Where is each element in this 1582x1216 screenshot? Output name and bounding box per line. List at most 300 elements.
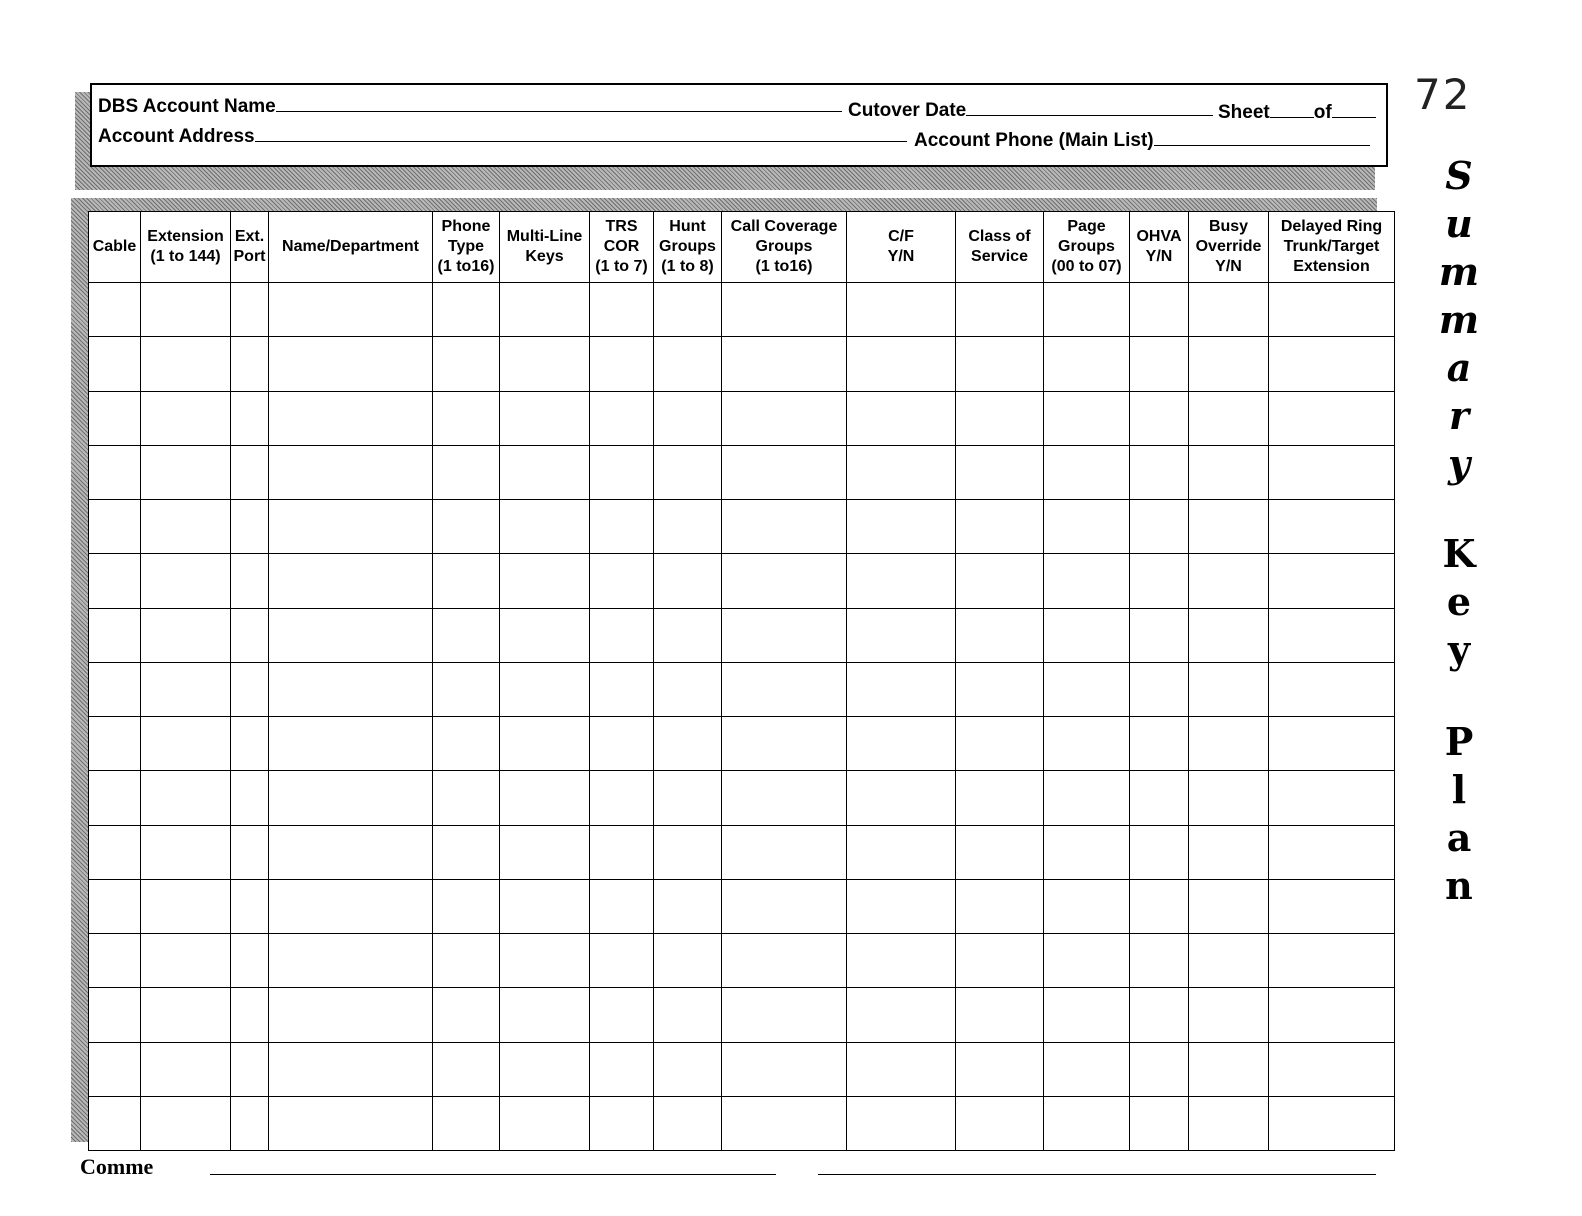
table-cell[interactable]	[269, 337, 433, 391]
side-title-letter: a	[1446, 815, 1472, 860]
table-cell[interactable]	[956, 1042, 1044, 1096]
table-cell[interactable]	[500, 771, 590, 825]
table-cell[interactable]	[1269, 662, 1395, 716]
table-cell[interactable]	[89, 717, 141, 771]
table-cell[interactable]	[500, 608, 590, 662]
table-cell[interactable]	[590, 934, 654, 988]
table-cell[interactable]	[231, 717, 269, 771]
table-cell[interactable]	[433, 771, 500, 825]
table-cell[interactable]	[847, 337, 956, 391]
table-cell[interactable]	[1044, 662, 1130, 716]
table-cell[interactable]	[500, 445, 590, 499]
table-cell[interactable]	[1269, 1096, 1395, 1150]
table-cell[interactable]	[231, 825, 269, 879]
table-cell[interactable]	[269, 825, 433, 879]
cutover-date-label: Cutover Date	[848, 100, 967, 121]
table-row	[89, 879, 1395, 933]
table-cell[interactable]	[231, 934, 269, 988]
table-cell[interactable]	[500, 391, 590, 445]
table-cell[interactable]	[722, 1096, 847, 1150]
table-cell[interactable]	[141, 283, 231, 337]
table-cell[interactable]	[1189, 1096, 1269, 1150]
table-cell[interactable]	[141, 1042, 231, 1096]
table-cell[interactable]	[847, 879, 956, 933]
table-cell[interactable]	[1044, 988, 1130, 1042]
table-cell[interactable]	[269, 445, 433, 499]
table-cell[interactable]	[1130, 391, 1189, 445]
table-cell[interactable]	[1044, 554, 1130, 608]
column-header-line: Ext.	[234, 228, 265, 245]
column-header-row	[89, 212, 1395, 283]
table-cell[interactable]	[231, 988, 269, 1042]
column-header	[722, 212, 847, 283]
table-cell[interactable]	[1130, 662, 1189, 716]
table-cell[interactable]	[1269, 879, 1395, 933]
table-cell[interactable]	[1189, 771, 1269, 825]
table-cell[interactable]	[89, 500, 141, 554]
table-cell[interactable]	[722, 391, 847, 445]
table-cell[interactable]	[654, 1042, 722, 1096]
table-cell[interactable]	[433, 879, 500, 933]
table-cell[interactable]	[956, 934, 1044, 988]
table-cell[interactable]	[722, 445, 847, 499]
table-cell[interactable]	[847, 554, 956, 608]
table-cell[interactable]	[654, 934, 722, 988]
sheet-number-line[interactable]	[1270, 101, 1314, 118]
table-cell[interactable]	[654, 554, 722, 608]
table-cell[interactable]	[590, 445, 654, 499]
table-cell[interactable]	[956, 879, 1044, 933]
column-header-line: Page	[1067, 218, 1106, 235]
table-cell[interactable]	[590, 717, 654, 771]
table-cell[interactable]	[231, 445, 269, 499]
table-cell[interactable]	[654, 825, 722, 879]
table-cell[interactable]	[722, 825, 847, 879]
table-cell[interactable]	[500, 554, 590, 608]
table-cell[interactable]	[269, 608, 433, 662]
column-header-line: Override	[1195, 238, 1262, 255]
table-cell[interactable]	[654, 337, 722, 391]
table-cell[interactable]	[500, 283, 590, 337]
table-cell[interactable]	[141, 879, 231, 933]
table-cell[interactable]	[433, 445, 500, 499]
table-cell[interactable]	[654, 445, 722, 499]
table-cell[interactable]	[847, 662, 956, 716]
table-cell[interactable]	[847, 825, 956, 879]
table-cell[interactable]	[433, 337, 500, 391]
table-cell[interactable]	[654, 1096, 722, 1150]
table-cell[interactable]	[231, 500, 269, 554]
column-header-line: TRS	[605, 218, 638, 235]
table-cell[interactable]	[847, 608, 956, 662]
column-header-line: Trunk/Target	[1283, 238, 1380, 255]
table-cell[interactable]	[269, 1042, 433, 1096]
table-cell[interactable]	[231, 1042, 269, 1096]
column-header-line: Busy	[1208, 218, 1249, 235]
table-cell[interactable]	[500, 1096, 590, 1150]
table-cell[interactable]	[500, 500, 590, 554]
table-cell[interactable]	[590, 1042, 654, 1096]
account-phone-label: Account Phone (Main List)	[914, 130, 1154, 151]
table-cell[interactable]	[847, 1096, 956, 1150]
table-cell[interactable]	[847, 500, 956, 554]
table-cell[interactable]	[654, 988, 722, 1042]
table-cell[interactable]	[1130, 879, 1189, 933]
table-row	[89, 988, 1395, 1042]
table-cell[interactable]	[956, 988, 1044, 1042]
table-cell[interactable]	[1044, 934, 1130, 988]
table-cell[interactable]	[590, 825, 654, 879]
table-cell[interactable]	[269, 934, 433, 988]
table-cell[interactable]	[590, 391, 654, 445]
table-cell[interactable]	[590, 337, 654, 391]
table-cell[interactable]	[500, 717, 590, 771]
table-cell[interactable]	[722, 337, 847, 391]
table-cell[interactable]	[956, 771, 1044, 825]
table-cell[interactable]	[433, 500, 500, 554]
table-cell[interactable]	[231, 662, 269, 716]
table-cell[interactable]	[1269, 988, 1395, 1042]
table-cell[interactable]	[141, 1096, 231, 1150]
table-cell[interactable]	[89, 771, 141, 825]
table-cell[interactable]	[141, 771, 231, 825]
cutover-date-field[interactable]	[848, 99, 1213, 122]
table-cell[interactable]	[89, 1042, 141, 1096]
table-cell[interactable]	[433, 283, 500, 337]
account-address-field[interactable]	[98, 125, 907, 148]
table-cell[interactable]	[89, 1096, 141, 1150]
sheet-field[interactable]	[1218, 101, 1376, 124]
summary-key-plan-table	[88, 211, 1394, 1151]
table-cell[interactable]	[1044, 337, 1130, 391]
table-cell[interactable]	[654, 391, 722, 445]
comments-line-1[interactable]	[210, 1174, 776, 1175]
side-title-letter: r	[1448, 393, 1470, 438]
account-name-line[interactable]	[276, 95, 842, 112]
table-cell[interactable]	[433, 662, 500, 716]
table-cell[interactable]	[500, 988, 590, 1042]
table-cell[interactable]	[1130, 717, 1189, 771]
table-cell[interactable]	[433, 717, 500, 771]
table-cell[interactable]	[1189, 717, 1269, 771]
table-cell[interactable]	[654, 717, 722, 771]
table-cell[interactable]	[433, 1042, 500, 1096]
table-cell[interactable]	[269, 500, 433, 554]
table-cell[interactable]	[89, 608, 141, 662]
column-header-line: Cable	[92, 238, 137, 255]
column-header	[654, 212, 722, 283]
table-cell[interactable]	[956, 500, 1044, 554]
table-cell[interactable]	[141, 717, 231, 771]
table-cell[interactable]	[1189, 934, 1269, 988]
table-cell[interactable]	[1130, 608, 1189, 662]
table-cell[interactable]	[1269, 391, 1395, 445]
table-cell[interactable]	[722, 554, 847, 608]
table-cell[interactable]	[1130, 771, 1189, 825]
table-cell[interactable]	[956, 608, 1044, 662]
of-label: of	[1313, 102, 1332, 123]
table-cell[interactable]	[956, 662, 1044, 716]
table-cell[interactable]	[89, 554, 141, 608]
table-cell[interactable]	[141, 608, 231, 662]
table-cell[interactable]	[231, 771, 269, 825]
table-cell[interactable]	[956, 445, 1044, 499]
table-cell[interactable]	[433, 988, 500, 1042]
table-cell[interactable]	[654, 879, 722, 933]
table-cell[interactable]	[590, 662, 654, 716]
table-cell[interactable]	[654, 662, 722, 716]
table-cell[interactable]	[956, 825, 1044, 879]
table-cell[interactable]	[1044, 717, 1130, 771]
account-name-field[interactable]	[98, 95, 842, 118]
table-cell[interactable]	[1269, 717, 1395, 771]
table-cell[interactable]	[847, 445, 956, 499]
table-cell[interactable]	[1044, 825, 1130, 879]
table-cell[interactable]	[956, 1096, 1044, 1150]
table-cell[interactable]	[141, 825, 231, 879]
table-cell[interactable]	[1269, 771, 1395, 825]
table-cell[interactable]	[1130, 1042, 1189, 1096]
table-cell[interactable]	[722, 934, 847, 988]
table-cell[interactable]	[847, 1042, 956, 1096]
table-row	[89, 1042, 1395, 1096]
table-cell[interactable]	[500, 1042, 590, 1096]
table-cell[interactable]	[1269, 608, 1395, 662]
table-cell[interactable]	[89, 825, 141, 879]
table-cell[interactable]	[141, 934, 231, 988]
table-cell[interactable]	[1044, 500, 1130, 554]
table-cell[interactable]	[141, 445, 231, 499]
table-cell[interactable]	[956, 391, 1044, 445]
table-cell[interactable]	[1044, 391, 1130, 445]
table-cell[interactable]	[433, 825, 500, 879]
table-cell[interactable]	[590, 879, 654, 933]
table-cell[interactable]	[1044, 1096, 1130, 1150]
table-body	[89, 283, 1395, 1151]
table-cell[interactable]	[722, 662, 847, 716]
column-header-line: Type	[447, 238, 485, 255]
table-cell[interactable]	[1130, 500, 1189, 554]
table-cell[interactable]	[1130, 934, 1189, 988]
table-cell[interactable]	[847, 283, 956, 337]
table-cell[interactable]	[1269, 337, 1395, 391]
table-cell[interactable]	[847, 717, 956, 771]
table-cell[interactable]	[231, 391, 269, 445]
table-cell[interactable]	[231, 554, 269, 608]
table-cell[interactable]	[89, 391, 141, 445]
table-cell[interactable]	[141, 988, 231, 1042]
table-cell[interactable]	[1130, 1096, 1189, 1150]
table-cell[interactable]	[1189, 608, 1269, 662]
table-cell[interactable]	[722, 1042, 847, 1096]
table-cell[interactable]	[500, 337, 590, 391]
table-cell[interactable]	[1044, 283, 1130, 337]
column-header-line: (1 to 8)	[661, 258, 714, 275]
table-cell[interactable]	[1269, 825, 1395, 879]
table-cell[interactable]	[500, 879, 590, 933]
table-cell[interactable]	[231, 1096, 269, 1150]
table-cell[interactable]	[433, 391, 500, 445]
table-cell[interactable]	[956, 337, 1044, 391]
table-cell[interactable]	[1189, 337, 1269, 391]
table-cell[interactable]	[141, 500, 231, 554]
column-header-line: Class of	[968, 228, 1031, 245]
table-cell[interactable]	[231, 283, 269, 337]
account-address-line[interactable]	[255, 125, 907, 142]
column-header-line: Service	[971, 248, 1028, 265]
table-row	[89, 1096, 1395, 1150]
cutover-date-line[interactable]	[966, 99, 1213, 116]
table-cell[interactable]	[654, 500, 722, 554]
table-cell[interactable]	[500, 825, 590, 879]
table-cell[interactable]	[590, 608, 654, 662]
column-header	[500, 212, 590, 283]
table-cell[interactable]	[722, 283, 847, 337]
table-cell[interactable]	[1130, 825, 1189, 879]
table-row	[89, 445, 1395, 499]
table-cell[interactable]	[269, 391, 433, 445]
table-cell[interactable]	[269, 879, 433, 933]
table-cell[interactable]	[722, 988, 847, 1042]
table-cell[interactable]	[231, 608, 269, 662]
table-row	[89, 608, 1395, 662]
column-header	[847, 212, 956, 283]
table-cell[interactable]	[654, 608, 722, 662]
table-cell[interactable]	[1130, 445, 1189, 499]
table-cell[interactable]	[1269, 554, 1395, 608]
table-cell[interactable]	[1044, 445, 1130, 499]
table-cell[interactable]	[722, 771, 847, 825]
table-cell[interactable]	[722, 879, 847, 933]
table-cell[interactable]	[1044, 879, 1130, 933]
table-cell[interactable]	[1189, 554, 1269, 608]
account-phone-line[interactable]	[1154, 129, 1370, 146]
table-cell[interactable]	[433, 554, 500, 608]
table-cell[interactable]	[590, 554, 654, 608]
table-row	[89, 934, 1395, 988]
table-cell[interactable]	[269, 283, 433, 337]
table-cell[interactable]	[1189, 391, 1269, 445]
table-cell[interactable]	[1189, 1042, 1269, 1096]
table-cell[interactable]	[1189, 825, 1269, 879]
table-cell[interactable]	[141, 554, 231, 608]
table-cell[interactable]	[1269, 283, 1395, 337]
table-cell[interactable]	[231, 337, 269, 391]
table-cell[interactable]	[1189, 283, 1269, 337]
table-cell[interactable]	[956, 717, 1044, 771]
table-cell[interactable]	[141, 391, 231, 445]
table-cell[interactable]	[847, 391, 956, 445]
table-cell[interactable]	[500, 934, 590, 988]
table-cell[interactable]	[89, 662, 141, 716]
table-cell[interactable]	[1130, 337, 1189, 391]
column-header	[590, 212, 654, 283]
column-header	[141, 212, 231, 283]
table-cell[interactable]	[89, 988, 141, 1042]
column-header-line: Phone	[441, 218, 491, 235]
table-cell[interactable]	[500, 662, 590, 716]
table-cell[interactable]	[1130, 988, 1189, 1042]
table-cell[interactable]	[1130, 554, 1189, 608]
table-cell[interactable]	[89, 879, 141, 933]
table-cell[interactable]	[1189, 988, 1269, 1042]
table-cell[interactable]	[847, 934, 956, 988]
side-title-summary	[1436, 152, 1486, 488]
table-cell[interactable]	[590, 771, 654, 825]
table-cell[interactable]	[1189, 662, 1269, 716]
table-cell[interactable]	[89, 445, 141, 499]
table-cell[interactable]	[956, 554, 1044, 608]
table-cell[interactable]	[722, 500, 847, 554]
table-cell[interactable]	[956, 283, 1044, 337]
table-cell[interactable]	[590, 283, 654, 337]
column-header-line: COR	[603, 238, 640, 255]
table-cell[interactable]	[89, 934, 141, 988]
table-cell[interactable]	[269, 771, 433, 825]
side-title-letter: m	[1438, 297, 1480, 342]
table-cell[interactable]	[433, 934, 500, 988]
table-cell[interactable]	[269, 1096, 433, 1150]
table-cell[interactable]	[1189, 879, 1269, 933]
table-cell[interactable]	[269, 554, 433, 608]
table-cell[interactable]	[269, 717, 433, 771]
column-header	[433, 212, 500, 283]
table-cell[interactable]	[89, 337, 141, 391]
table-cell[interactable]	[1044, 771, 1130, 825]
table-cell[interactable]	[847, 988, 956, 1042]
column-header-line: OHVA	[1136, 228, 1182, 245]
table-cell[interactable]	[231, 879, 269, 933]
side-title-letter: K	[1442, 531, 1476, 576]
table-cell[interactable]	[89, 283, 141, 337]
comments-line-2[interactable]	[818, 1174, 1376, 1175]
table-cell[interactable]	[1269, 445, 1395, 499]
table-cell[interactable]	[433, 608, 500, 662]
account-phone-field[interactable]	[914, 129, 1370, 152]
table-cell[interactable]	[269, 662, 433, 716]
table-cell[interactable]	[1044, 608, 1130, 662]
table-cell[interactable]	[590, 500, 654, 554]
table-row	[89, 500, 1395, 554]
table-cell[interactable]	[654, 283, 722, 337]
table-cell[interactable]	[1189, 445, 1269, 499]
side-title-letter: u	[1445, 201, 1473, 246]
side-title-letter: e	[1446, 579, 1472, 624]
sheet-total-line[interactable]	[1332, 101, 1376, 118]
table-cell[interactable]	[1130, 283, 1189, 337]
column-header-line: (1 to 7)	[595, 258, 648, 275]
table-cell[interactable]	[722, 608, 847, 662]
table-cell[interactable]	[1269, 1042, 1395, 1096]
table-cell[interactable]	[1044, 1042, 1130, 1096]
table-cell[interactable]	[1189, 500, 1269, 554]
table-cell[interactable]	[141, 337, 231, 391]
sheet-label: Sheet	[1218, 102, 1270, 123]
column-header-line: Keys	[525, 248, 564, 265]
table-cell[interactable]	[847, 771, 956, 825]
table-cell[interactable]	[1269, 934, 1395, 988]
table-cell[interactable]	[1269, 500, 1395, 554]
table-cell[interactable]	[141, 662, 231, 716]
table-cell[interactable]	[590, 988, 654, 1042]
column-header-line: Groups	[755, 238, 813, 255]
table-row	[89, 337, 1395, 391]
table-cell[interactable]	[722, 717, 847, 771]
table-cell[interactable]	[590, 1096, 654, 1150]
table-cell[interactable]	[433, 1096, 500, 1150]
table-cell[interactable]	[269, 988, 433, 1042]
table-cell[interactable]	[654, 771, 722, 825]
